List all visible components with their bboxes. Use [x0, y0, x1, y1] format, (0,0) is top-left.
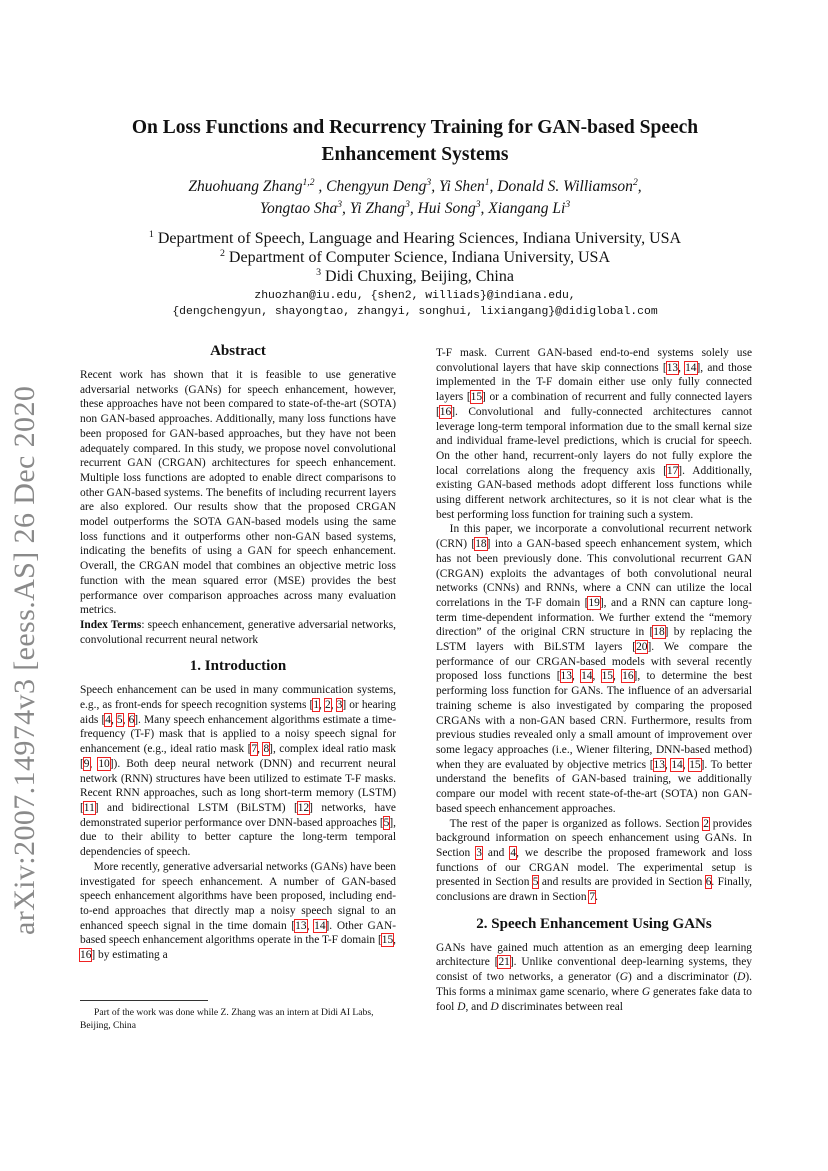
citation-link[interactable]: 20	[636, 641, 648, 654]
citation-link[interactable]: 14	[685, 361, 697, 374]
citation-link[interactable]: 17	[666, 464, 679, 477]
author-name: Yi Shen	[438, 178, 485, 195]
affiliation-list	[100, 229, 730, 286]
citation-link[interactable]: 21	[498, 956, 510, 969]
citation-link[interactable]: 12	[297, 801, 310, 814]
citation-link[interactable]: 15	[689, 758, 701, 771]
citation-link[interactable]: 7	[251, 743, 258, 756]
author-name: Xiangang Li	[488, 200, 566, 217]
index-terms: Index Terms: speech enhancement, generative adversarial networks, convolutional recurrent neural network	[80, 618, 396, 646]
citation-link[interactable]: 11	[83, 801, 95, 814]
citation-link[interactable]: 16	[622, 670, 634, 683]
citation-link[interactable]: 3	[336, 699, 343, 712]
affiliation: $^3$ Didi Chuxing, Beijing, China	[316, 267, 514, 285]
citation-link[interactable]: 15	[381, 934, 394, 947]
section2-paragraph-1: GANs have gained much attention as an emerging deep learning architecture [21]. Unlike conventional deep-learning systems, they consist of two networks, a generator (G) and a discriminator (D). This forms a minimax game scenario, where G generates fake data to fool D, and D discriminates between real	[436, 941, 752, 1013]
citation-link[interactable]: 8	[263, 743, 270, 756]
citation-link[interactable]: 13	[653, 758, 665, 771]
author-line-1: Zhuohuang Zhang$^{1,2}$ , Chengyun Deng$^3$, Yi Shen$^1$, Donald S. Williamson$^2$,	[188, 177, 642, 195]
intro-paragraph-1: Speech enhancement can be used in many communication systems, e.g., as front-ends for speech recognition systems [1, 2, 3] or hearing aids [4, 5, 6]. Many speech enhancement algorithms estimate a time-frequency (T-F) mask that is applied to a noisy speech signal for enhancement (e.g., ideal ratio mask [7, 8], complex ideal ratio mask [9, 10]). Both deep neural network (DNN) and recurrent neural network (RNN) structures have been utilized to estimate T-F masks. Recent RNN approaches, such as long short-term memory (LSTM) [11] and bidirectional LSTM (BiLSTM) [12] networks, have demonstrated superior performance over DNN-based approaches [5], due to their ability to better capture the long-term temporal dependencies of speech.	[80, 684, 396, 859]
section-heading-introduction: 1. Introduction	[189, 658, 287, 675]
affiliation: $^1$ Department of Speech, Language and Hearing Sciences, Indiana University, USA	[148, 229, 682, 247]
author-list	[100, 176, 730, 220]
affiliation: $^2$ Department of Computer Science, Indiana University, USA	[219, 248, 611, 266]
author-name: Yongtao Sha	[259, 200, 338, 217]
paper-title	[100, 114, 730, 168]
section-link[interactable]: 5	[532, 876, 539, 889]
intro-paragraph-4: The rest of the paper is organized as follows. Section 2 provides background information on speech enhancement using GANs. In Section 3 and 4, we describe the proposed framework and loss functions of our CRGAN model. The experimental setup is presented in Section 5 and results are provided in Section 6. Finally, conclusions are drawn in Section 7.	[436, 817, 753, 904]
citation-link[interactable]: 13	[666, 361, 679, 374]
citation-link[interactable]: 6	[128, 713, 135, 726]
citation-link[interactable]: 1	[313, 699, 320, 712]
author-name: Donald S. Williamson	[497, 178, 633, 195]
citation-link[interactable]: 14	[314, 919, 326, 932]
citation-link[interactable]: 16	[80, 949, 92, 962]
citation-link[interactable]: 18	[653, 626, 665, 639]
author-name: Chengyun Deng	[326, 178, 427, 195]
email-line: zhuozhan@iu.edu, {shen2, williads}@indiana.edu,	[254, 290, 576, 302]
email-line: {dengchengyun, shayongtao, zhangyi, songhui, lixiangang}@didiglobal.com	[172, 306, 658, 318]
section-link[interactable]: 4	[510, 846, 517, 859]
citation-link[interactable]: 14	[671, 758, 683, 771]
author-name: Hui Song	[417, 200, 476, 217]
citation-link[interactable]: 4	[105, 713, 111, 726]
section-heading-gans: 2. Speech Enhancement Using GANs	[476, 915, 712, 932]
citation-link[interactable]: 5	[383, 816, 390, 829]
section-link[interactable]: 7	[589, 891, 596, 904]
email-block	[100, 288, 730, 320]
right-column	[436, 346, 752, 1014]
section-link[interactable]: 3	[476, 846, 482, 859]
citation-link[interactable]: 9	[83, 757, 90, 770]
citation-link[interactable]: 16	[439, 405, 452, 418]
citation-link[interactable]: 13	[560, 670, 572, 683]
arxiv-identifier: arXiv:2007.14974v3 [eess.AS] 26 Dec 2020	[8, 385, 41, 935]
author-name: Zhuohuang Zhang	[188, 178, 303, 195]
footnote: Part of the work was done while Z. Zhang was an intern at Didi AI Labs, Beijing, China	[80, 1007, 374, 1031]
section-link[interactable]: 2	[703, 817, 709, 830]
intro-paragraph-2: More recently, generative adversarial networks (GANs) have been investigated for speech enhancement. A number of GAN-based speech enhancement algorithms have been proposed, including end-to-end approaches that directly map a noisy speech signal to an enhanced speech signal in the time domain [13, 14]. Other GAN-based speech enhancement algorithms operate in the T-F domain [15, 16] by estimating a	[80, 860, 396, 962]
title-line-2: Enhancement Systems	[321, 144, 509, 165]
abstract-text: Recent work has shown that it is feasible to use generative adversarial networks (GANs) for speech enhancement, however, these approaches have not been compared to state-of-the-art (SOTA) non GAN-based approaches. Additionally, many loss functions have been proposed for GAN-based approaches, but they have not been adequately compared. In this study, we propose novel convolutional recurrent GAN (CRGAN) architectures for speech enhancement. Multiple loss functions are adopted to enable direct comparisons to other GAN-based systems. The benefits of including recurrent layers are also explored. Our results show that the proposed CRGAN model outperforms the SOTA GAN-based models using the same loss functions and it outperforms other non-GAN based systems, indicating the benefits of using a GAN for speech enhancement. Overall, the CRGAN model that combines an objective metric loss function with the mean squared error (MSE) provides the best performance over comparison approaches across many evaluation metrics.	[80, 369, 396, 617]
intro-paragraph-2-continued: T-F mask. Current GAN-based end-to-end systems solely use convolutional layers that have skip connections [13, 14], and those implemented in the T-F domain either use only fully connected layers [15] or a combination of recurrent and fully connected layers [16]. Convolutional and fully-connected architectures cannot leverage long-term temporal information due to the small kernal size and individual frame-level predictions, which is crucial for speech. On the other hand, recurrent-only layers do not fully explore the local correlations along the frequency axis [17]. Additionally, existing GAN-based methods adopt different loss functions while using different network architectures, so it is not clear what is the best performing loss function for training such a system.	[436, 347, 752, 521]
citation-link[interactable]: 15	[601, 670, 613, 683]
left-column	[80, 342, 396, 963]
intro-paragraph-3: In this paper, we incorporate a convolutional recurrent network (CRN) [18] into a GAN-based speech enhancement system, which has not been previously done. This convolutional recurrent GAN (CRGAN) exploits the advantages of both convolutional neural networks (CNNs) and RNNs, where a CNN can utilize the local correlations in the T-F domain [19], and a RNN can capture long-term time-dependent information. We further extend the “memory direction” of the original CRN structure in [18] by replacing the LSTM layers with BiLSTM layers [20]. We compare the performance of our CRGAN-based models with several recently proposed loss functions [13, 14, 15, 16], to determine the best performing loss function for GANs. The influence of an adversarial training scheme is also investigated by comparing the proposed CRGANs with a non-GAN based CRN. Furthermore, results from previous studies revealed only a small amount of improvement over some legacy approaches (i.e., Wiener filtering, DNN-based method) when they are evaluated by objective metrics [13, 14, 15]. To better understand the benefits of GAN-based training, we additionally compare our model with recent state-of-the-art (SOTA) non GAN-based speech enhancement approaches.	[436, 523, 753, 815]
abstract-heading: Abstract	[210, 343, 266, 359]
citation-link[interactable]: 10	[98, 757, 110, 770]
citation-link[interactable]: 5	[116, 713, 123, 726]
citation-link[interactable]: 14	[581, 670, 593, 683]
citation-link[interactable]: 15	[470, 391, 483, 404]
footnote-divider	[80, 1000, 208, 1001]
author-name: Yi Zhang	[349, 200, 406, 217]
citation-link[interactable]: 19	[588, 596, 600, 609]
citation-link[interactable]: 2	[324, 699, 331, 712]
title-line-1: On Loss Functions and Recurrency Training for GAN-based Speech	[131, 117, 699, 138]
section-link[interactable]: 6	[705, 876, 712, 889]
citation-link[interactable]: 13	[295, 919, 307, 932]
citation-link[interactable]: 18	[475, 538, 487, 551]
author-line-2: Yongtao Sha$^3$, Yi Zhang$^3$, Hui Song$^3$, Xiangang Li$^3$	[259, 199, 571, 217]
